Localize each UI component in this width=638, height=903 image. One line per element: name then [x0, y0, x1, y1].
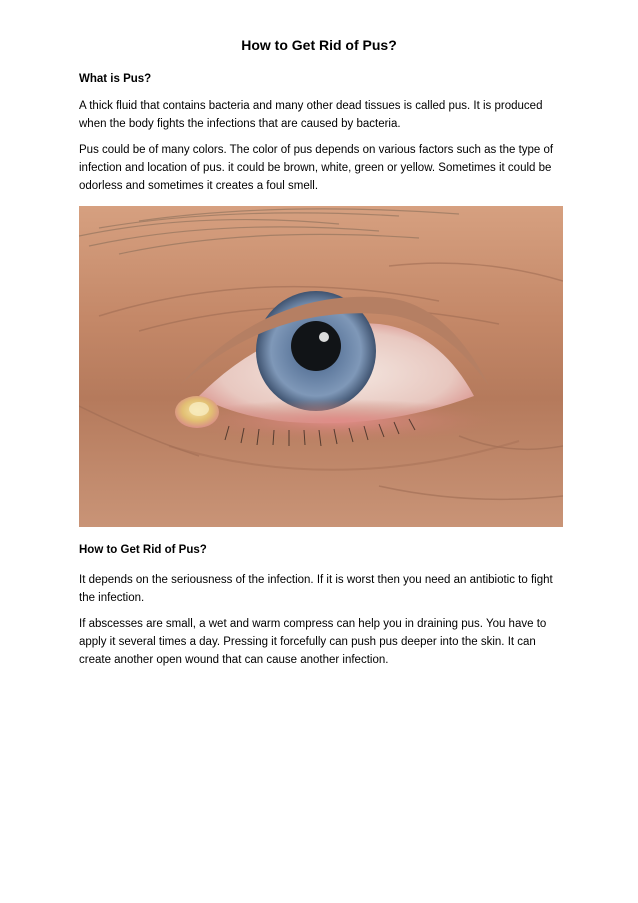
paragraph-colors: Pus could be of many colors. The color of pus depends on various factors such as the type of infection and location of pus. it could be brown, white, green or yellow. Sometimes it could be odorless and sometimes it creates a foul smell.: [79, 144, 554, 192]
paragraph-compress: If abscesses are small, a wet and warm compress can help you in draining pus. You have to apply it several times a day. Pressing it forcefully can push pus deeper into the skin. It can create another open wound that can cause another infection.: [79, 618, 547, 666]
page-title: How to Get Rid of Pus?: [241, 37, 397, 53]
eye-stye-photo: [79, 206, 563, 527]
paragraph-seriousness: It depends on the seriousness of the infection. If it is worst then you need an antibiotic to fight the infection.: [79, 574, 553, 604]
section-heading-how-to-get-rid: How to Get Rid of Pus?: [79, 544, 207, 556]
paragraph-definition: A thick fluid that contains bacteria and many other dead tissues is called pus. It is produced when the body fights the infections that are caused by bacteria.: [79, 100, 543, 130]
section-heading-what-is-pus: What is Pus?: [79, 73, 152, 85]
